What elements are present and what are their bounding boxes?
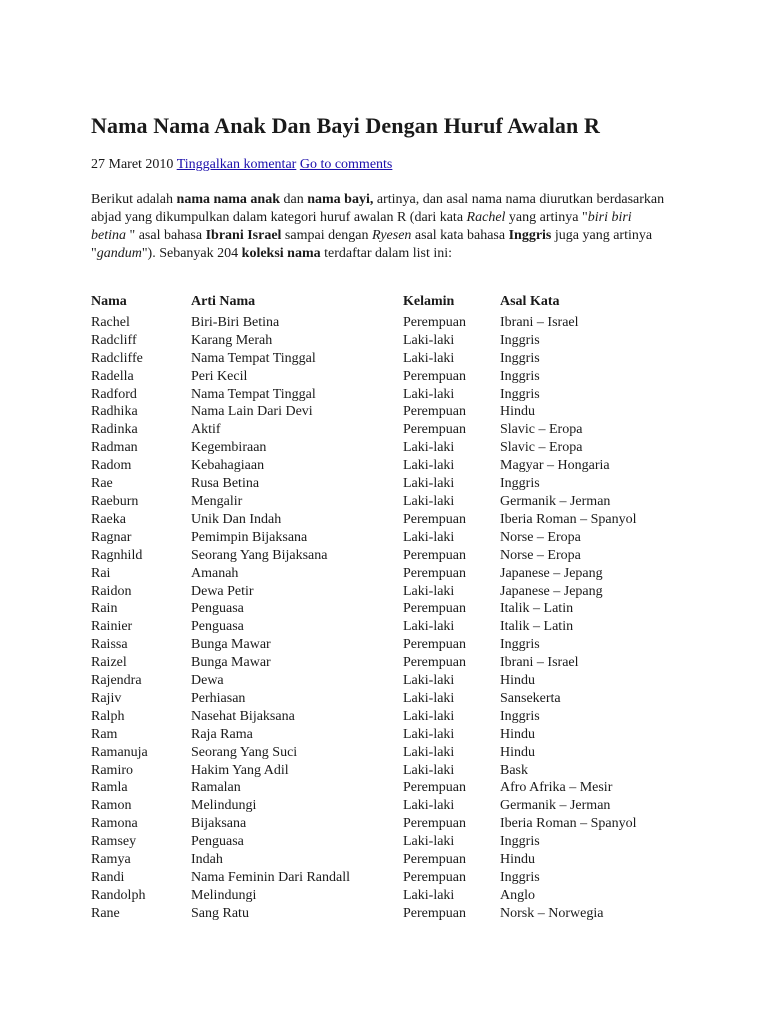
table-row (91, 636, 680, 654)
table-row (91, 833, 680, 851)
cell-origin: Ibrani – Israel (500, 655, 579, 671)
cell-gender: Perempuan (403, 816, 466, 832)
table-row (91, 600, 680, 618)
cell-origin: Bask (500, 762, 528, 778)
cell-origin: Inggris (500, 708, 540, 724)
cell-gender: Laki-laki (403, 583, 455, 599)
cell-meaning: Raja Rama (191, 726, 253, 742)
cell-meaning: Bunga Mawar (191, 637, 271, 653)
table-row (91, 672, 680, 690)
cell-name: Rachel (91, 314, 130, 330)
table-row (91, 779, 680, 797)
cell-meaning: Mengalir (191, 493, 243, 509)
cell-name: Rajendra (91, 673, 142, 689)
cell-meaning: Seorang Yang Suci (191, 744, 298, 760)
cell-meaning: Penguasa (191, 834, 244, 850)
cell-meaning: Kebahagiaan (191, 458, 265, 474)
cell-origin: Norse – Eropa (500, 547, 581, 563)
cell-gender: Laki-laki (403, 798, 455, 814)
cell-name: Rai (91, 565, 111, 581)
cell-origin: Norsk – Norwegia (500, 905, 604, 921)
article (91, 112, 691, 923)
intro-text-5: " asal bahasa (126, 228, 206, 243)
cell-origin: Hindu (500, 852, 535, 868)
cell-origin: Magyar – Hongaria (500, 458, 610, 474)
table-body (91, 314, 680, 923)
intro-italic-1: Rachel (466, 210, 506, 225)
cell-gender: Laki-laki (403, 476, 455, 492)
cell-name: Ragnhild (91, 547, 143, 563)
cell-origin: Slavic – Eropa (500, 440, 583, 456)
cell-gender: Perempuan (403, 547, 466, 563)
cell-gender: Perempuan (403, 852, 466, 868)
intro-bold-2: nama bayi, (307, 192, 374, 207)
header-asal-kata: Asal Kata (500, 294, 560, 309)
cell-name: Radom (91, 458, 132, 474)
intro-text-2: dan (280, 192, 308, 207)
table-row (91, 457, 680, 475)
intro-text-6: sampai dengan (281, 228, 373, 243)
intro-text-8: juga yang artinya " (91, 228, 653, 261)
cell-meaning: Nasehat Bijaksana (191, 708, 295, 724)
table-row (91, 475, 680, 493)
cell-meaning: Nama Tempat Tinggal (191, 350, 316, 366)
post-meta (91, 156, 691, 174)
cell-meaning: Seorang Yang Bijaksana (191, 547, 328, 563)
table-row (91, 529, 680, 547)
cell-gender: Laki-laki (403, 332, 455, 348)
cell-origin: Slavic – Eropa (500, 422, 583, 438)
table-row (91, 654, 680, 672)
cell-meaning: Nama Lain Dari Devi (191, 404, 313, 420)
cell-gender: Laki-laki (403, 458, 455, 474)
cell-gender: Laki-laki (403, 386, 455, 402)
cell-meaning: Biri-Biri Betina (191, 314, 280, 330)
cell-origin: Hindu (500, 726, 535, 742)
cell-name: Radella (91, 368, 134, 384)
cell-meaning: Melindungi (191, 798, 257, 814)
table-row (91, 618, 680, 636)
cell-name: Raeburn (91, 493, 139, 509)
cell-gender: Perempuan (403, 368, 466, 384)
cell-name: Ramona (91, 816, 138, 832)
cell-name: Ralph (91, 708, 125, 724)
cell-gender: Perempuan (403, 655, 466, 671)
cell-gender: Perempuan (403, 422, 466, 438)
cell-origin: Inggris (500, 637, 540, 653)
cell-origin: Inggris (500, 332, 540, 348)
cell-meaning: Unik Dan Indah (191, 511, 282, 527)
cell-origin: Inggris (500, 870, 540, 885)
cell-name: Randolph (91, 887, 146, 903)
table-row (91, 403, 680, 421)
cell-meaning: Indah (191, 852, 223, 868)
post-date: 27 Maret 2010 (91, 157, 174, 172)
cell-gender: Perempuan (403, 511, 466, 527)
cell-meaning: Sang Ratu (191, 905, 249, 921)
cell-origin: Ibrani – Israel (500, 314, 579, 330)
cell-gender: Laki-laki (403, 708, 455, 724)
cell-meaning: Hakim Yang Adil (191, 762, 289, 778)
cell-gender: Laki-laki (403, 744, 455, 760)
cell-origin: Inggris (500, 368, 540, 384)
intro-bold-1: nama nama anak (176, 192, 280, 207)
cell-name: Ramya (91, 852, 131, 868)
cell-meaning: Nama Feminin Dari Randall (191, 870, 351, 885)
cell-origin: Inggris (500, 350, 540, 366)
intro-bold-5: koleksi nama (241, 246, 321, 261)
table-header-row (91, 293, 680, 314)
table-row (91, 421, 680, 439)
cell-name: Rajiv (91, 690, 122, 706)
cell-gender: Perempuan (403, 870, 466, 885)
cell-name: Ram (91, 726, 118, 742)
cell-meaning: Aktif (191, 422, 221, 438)
header-nama: Nama (91, 294, 127, 309)
go-to-comments-link[interactable]: Go to comments (299, 157, 393, 172)
cell-gender: Laki-laki (403, 619, 455, 635)
intro-bold-4: Inggris (508, 228, 552, 243)
cell-name: Rane (91, 905, 120, 921)
cell-gender: Laki-laki (403, 493, 455, 509)
table-row (91, 690, 680, 708)
intro-italic-4: gandum (96, 246, 142, 261)
cell-origin: Inggris (500, 834, 540, 850)
table-row (91, 386, 680, 404)
cell-gender: Laki-laki (403, 529, 455, 545)
table-row (91, 905, 680, 923)
table-row (91, 439, 680, 457)
cell-origin: Norse – Eropa (500, 529, 581, 545)
table-row (91, 887, 680, 905)
table-row (91, 547, 680, 565)
cell-meaning: Dewa (191, 673, 224, 689)
cell-meaning: Penguasa (191, 601, 244, 617)
cell-name: Ramsey (91, 834, 137, 850)
cell-gender: Laki-laki (403, 350, 455, 366)
cell-gender: Laki-laki (403, 690, 455, 706)
cell-meaning: Penguasa (191, 619, 244, 635)
page-title: Nama Nama Anak Dan Bayi Dengan Huruf Awalan R (91, 113, 600, 138)
intro-text-10: terdaftar dalam list ini: (320, 246, 453, 261)
cell-origin: Anglo (500, 887, 535, 903)
cell-name: Rain (91, 601, 118, 617)
cell-gender: Laki-laki (403, 887, 455, 903)
table-row (91, 493, 680, 511)
intro-italic-2: biri biri betina (91, 210, 632, 243)
cell-name: Raidon (91, 583, 132, 599)
cell-name: Ramon (91, 798, 132, 814)
cell-origin: Iberia Roman – Spanyol (500, 816, 637, 832)
header-kelamin: Kelamin (403, 294, 455, 309)
cell-origin: Hindu (500, 404, 535, 420)
cell-origin: Inggris (500, 476, 540, 492)
intro-text-9: "). Sebanyak 204 (141, 246, 242, 261)
cell-meaning: Karang Merah (191, 332, 273, 348)
intro-text-7: asal kata bahasa (411, 228, 509, 243)
cell-gender: Perempuan (403, 905, 466, 921)
cell-name: Rae (91, 476, 113, 492)
table-row (91, 350, 680, 368)
cell-meaning: Nama Tempat Tinggal (191, 386, 316, 402)
cell-origin: Germanik – Jerman (500, 493, 611, 509)
names-table (91, 293, 680, 923)
cell-origin: Italik – Latin (500, 619, 574, 635)
leave-comment-link[interactable]: Tinggalkan komentar (176, 157, 297, 172)
cell-gender: Perempuan (403, 780, 466, 796)
cell-origin: Inggris (500, 386, 540, 402)
table-row (91, 869, 680, 887)
cell-origin: Iberia Roman – Spanyol (500, 511, 637, 527)
cell-gender: Perempuan (403, 637, 466, 653)
cell-meaning: Amanah (191, 565, 239, 581)
cell-meaning: Melindungi (191, 887, 257, 903)
cell-gender: Perempuan (403, 565, 466, 581)
cell-meaning: Peri Kecil (191, 368, 248, 384)
cell-gender: Laki-laki (403, 834, 455, 850)
cell-name: Raissa (91, 637, 128, 653)
cell-name: Radford (91, 386, 137, 402)
table-row (91, 815, 680, 833)
cell-name: Radhika (91, 404, 138, 420)
table-row (91, 797, 680, 815)
cell-origin: Hindu (500, 744, 535, 760)
cell-name: Rainier (91, 619, 133, 635)
table-row (91, 583, 680, 601)
cell-name: Radcliffe (91, 350, 143, 366)
cell-name: Radinka (91, 422, 138, 438)
table-row (91, 511, 680, 529)
cell-meaning: Perhiasan (191, 690, 246, 706)
table-row (91, 565, 680, 583)
cell-name: Randi (91, 870, 125, 885)
table-row (91, 368, 680, 386)
cell-meaning: Ramalan (191, 780, 241, 796)
cell-meaning: Bunga Mawar (191, 655, 271, 671)
cell-origin: Sansekerta (500, 690, 561, 706)
intro-text-1: Berikut adalah (91, 192, 177, 207)
intro-text-3: artinya, dan asal nama nama diurutkan berdasarkan abjad yang dikumpulkan dalam kategori huruf awalan R (dari kata (91, 192, 665, 225)
table-row (91, 708, 680, 726)
cell-name: Radcliff (91, 332, 137, 348)
table-row (91, 851, 680, 869)
cell-gender: Perempuan (403, 404, 466, 420)
table-row (91, 332, 680, 350)
cell-origin: Japanese – Jepang (500, 565, 603, 581)
cell-name: Ramiro (91, 762, 133, 778)
cell-meaning: Dewa Petir (191, 583, 254, 599)
cell-gender: Perempuan (403, 601, 466, 617)
table-row (91, 744, 680, 762)
cell-gender: Laki-laki (403, 726, 455, 742)
cell-name: Radman (91, 440, 138, 456)
cell-origin: Japanese – Jepang (500, 583, 603, 599)
cell-name: Raizel (91, 655, 127, 671)
cell-meaning: Bijaksana (191, 816, 247, 832)
cell-gender: Laki-laki (403, 440, 455, 456)
cell-name: Ragnar (91, 529, 132, 545)
header-arti-nama: Arti Nama (191, 294, 256, 309)
cell-gender: Perempuan (403, 314, 466, 330)
cell-name: Raeka (91, 511, 126, 527)
cell-origin: Italik – Latin (500, 601, 574, 617)
table-row (91, 314, 680, 332)
intro-bold-3: Ibrani Israel (205, 228, 282, 243)
cell-origin: Hindu (500, 673, 535, 689)
table-row (91, 762, 680, 780)
cell-name: Ramanuja (91, 744, 148, 760)
cell-meaning: Rusa Betina (191, 476, 260, 492)
cell-origin: Germanik – Jerman (500, 798, 611, 814)
cell-origin: Afro Afrika – Mesir (500, 780, 613, 796)
intro-paragraph (91, 191, 666, 263)
table-row (91, 726, 680, 744)
intro-text-4: yang artinya " (505, 210, 588, 225)
cell-gender: Laki-laki (403, 762, 455, 778)
cell-meaning: Kegembiraan (191, 440, 267, 456)
cell-gender: Laki-laki (403, 673, 455, 689)
cell-name: Ramla (91, 780, 128, 796)
intro-italic-3: Ryesen (372, 228, 412, 243)
cell-meaning: Pemimpin Bijaksana (191, 529, 308, 545)
